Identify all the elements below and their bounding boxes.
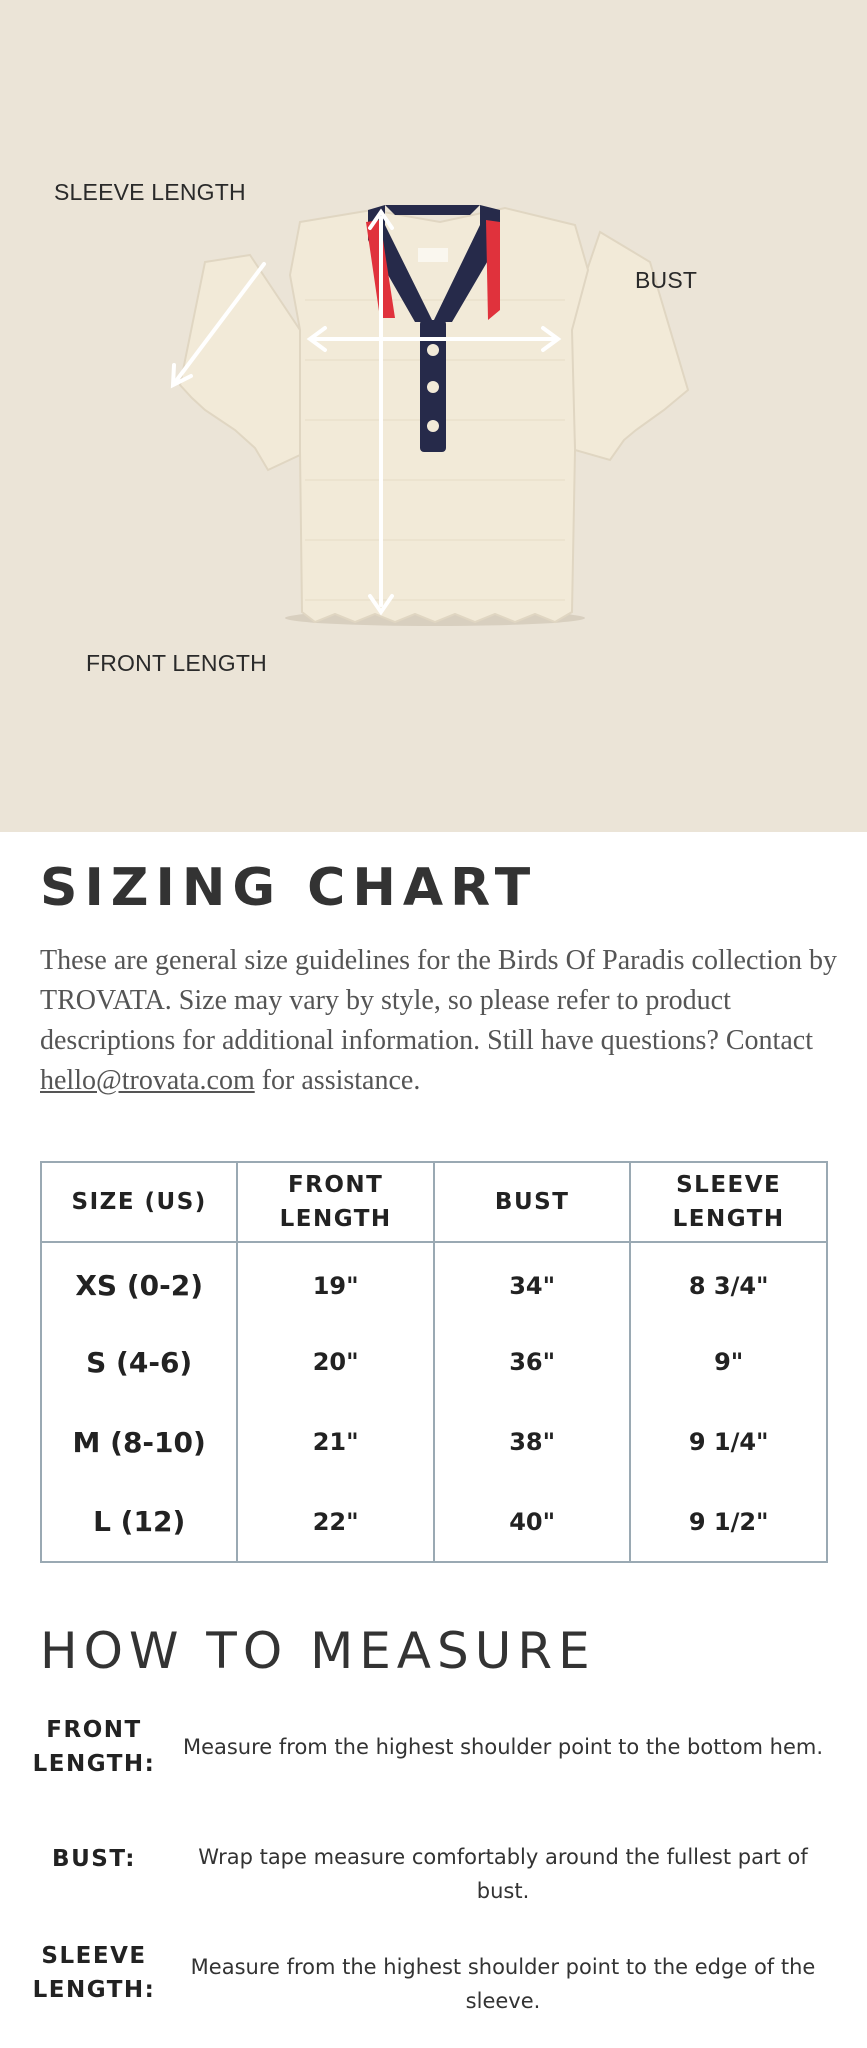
table-row (41, 1322, 827, 1402)
header-front-length: FRONT LENGTH (237, 1162, 434, 1242)
measure-desc-front-length: Measure from the highest shoulder point to the bottom hem. (182, 1735, 824, 1759)
size-cell: M (8-10) (41, 1402, 237, 1482)
button-3 (427, 420, 439, 432)
size-table (40, 1161, 828, 1563)
how-to-measure-title: HOW TO MEASURE (40, 1622, 596, 1680)
measurement-diagram (0, 0, 867, 832)
measure-desc-sleeve-length: Measure from the highest shoulder point to the edge of the sleeve. (190, 1955, 816, 2013)
button-1 (427, 344, 439, 356)
left-sleeve (180, 255, 300, 470)
sleeve-length-cell: 8 3/4" (630, 1242, 827, 1322)
bust-cell: 34" (434, 1242, 630, 1322)
brand-tag (418, 248, 448, 262)
bust-label: BUST (635, 267, 698, 293)
measure-term-bust: BUST: (52, 1846, 136, 1872)
collar-stripe-right (486, 220, 500, 320)
size-cell: S (4-6) (41, 1322, 237, 1402)
sleeve-length-label: SLEEVE LENGTH (54, 179, 246, 205)
front-length-cell: 21" (237, 1402, 434, 1482)
intro-text: These are general size guidelines for the Birds Of Paradis collection by TROVATA. Size may vary by style, so please refer to product descriptions for additional information. Still have questions? Contact (40, 945, 837, 1056)
intro-suffix: for assistance. (254, 1065, 421, 1096)
sleeve-length-cell: 9" (630, 1322, 827, 1402)
measure-term-front-length: FRONT LENGTH: (32, 1717, 156, 1777)
header-bust: BUST (434, 1162, 630, 1242)
size-cell: L (12) (41, 1482, 237, 1562)
bust-cell: 36" (434, 1322, 630, 1402)
table-row (41, 1482, 827, 1562)
intro-paragraph (40, 941, 840, 1101)
front-length-cell: 20" (237, 1322, 434, 1402)
front-length-cell: 19" (237, 1242, 434, 1322)
front-length-cell: 22" (237, 1482, 434, 1562)
table-header-row (41, 1162, 827, 1242)
front-length-label: FRONT LENGTH (86, 650, 267, 676)
sleeve-length-cell: 9 1/2" (630, 1482, 827, 1562)
sleeve-length-cell: 9 1/4" (630, 1402, 827, 1482)
collar-back (385, 205, 480, 215)
bust-cell: 40" (434, 1482, 630, 1562)
measure-term-sleeve-length: SLEEVE LENGTH: (32, 1943, 156, 2003)
measure-desc-bust: Wrap tape measure comfortably around the fullest part of bust. (198, 1845, 808, 1903)
header-sleeve-length: SLEEVE LENGTH (630, 1162, 827, 1242)
table-row (41, 1402, 827, 1482)
button-2 (427, 381, 439, 393)
polo-shirt-illustration (0, 0, 867, 832)
size-cell: XS (0-2) (41, 1242, 237, 1322)
contact-email-link[interactable]: hello@trovata.com (40, 1065, 255, 1096)
header-size: SIZE (US) (41, 1162, 237, 1242)
bust-cell: 38" (434, 1402, 630, 1482)
sizing-chart-title: SIZING CHART (40, 858, 538, 918)
table-row (41, 1242, 827, 1322)
